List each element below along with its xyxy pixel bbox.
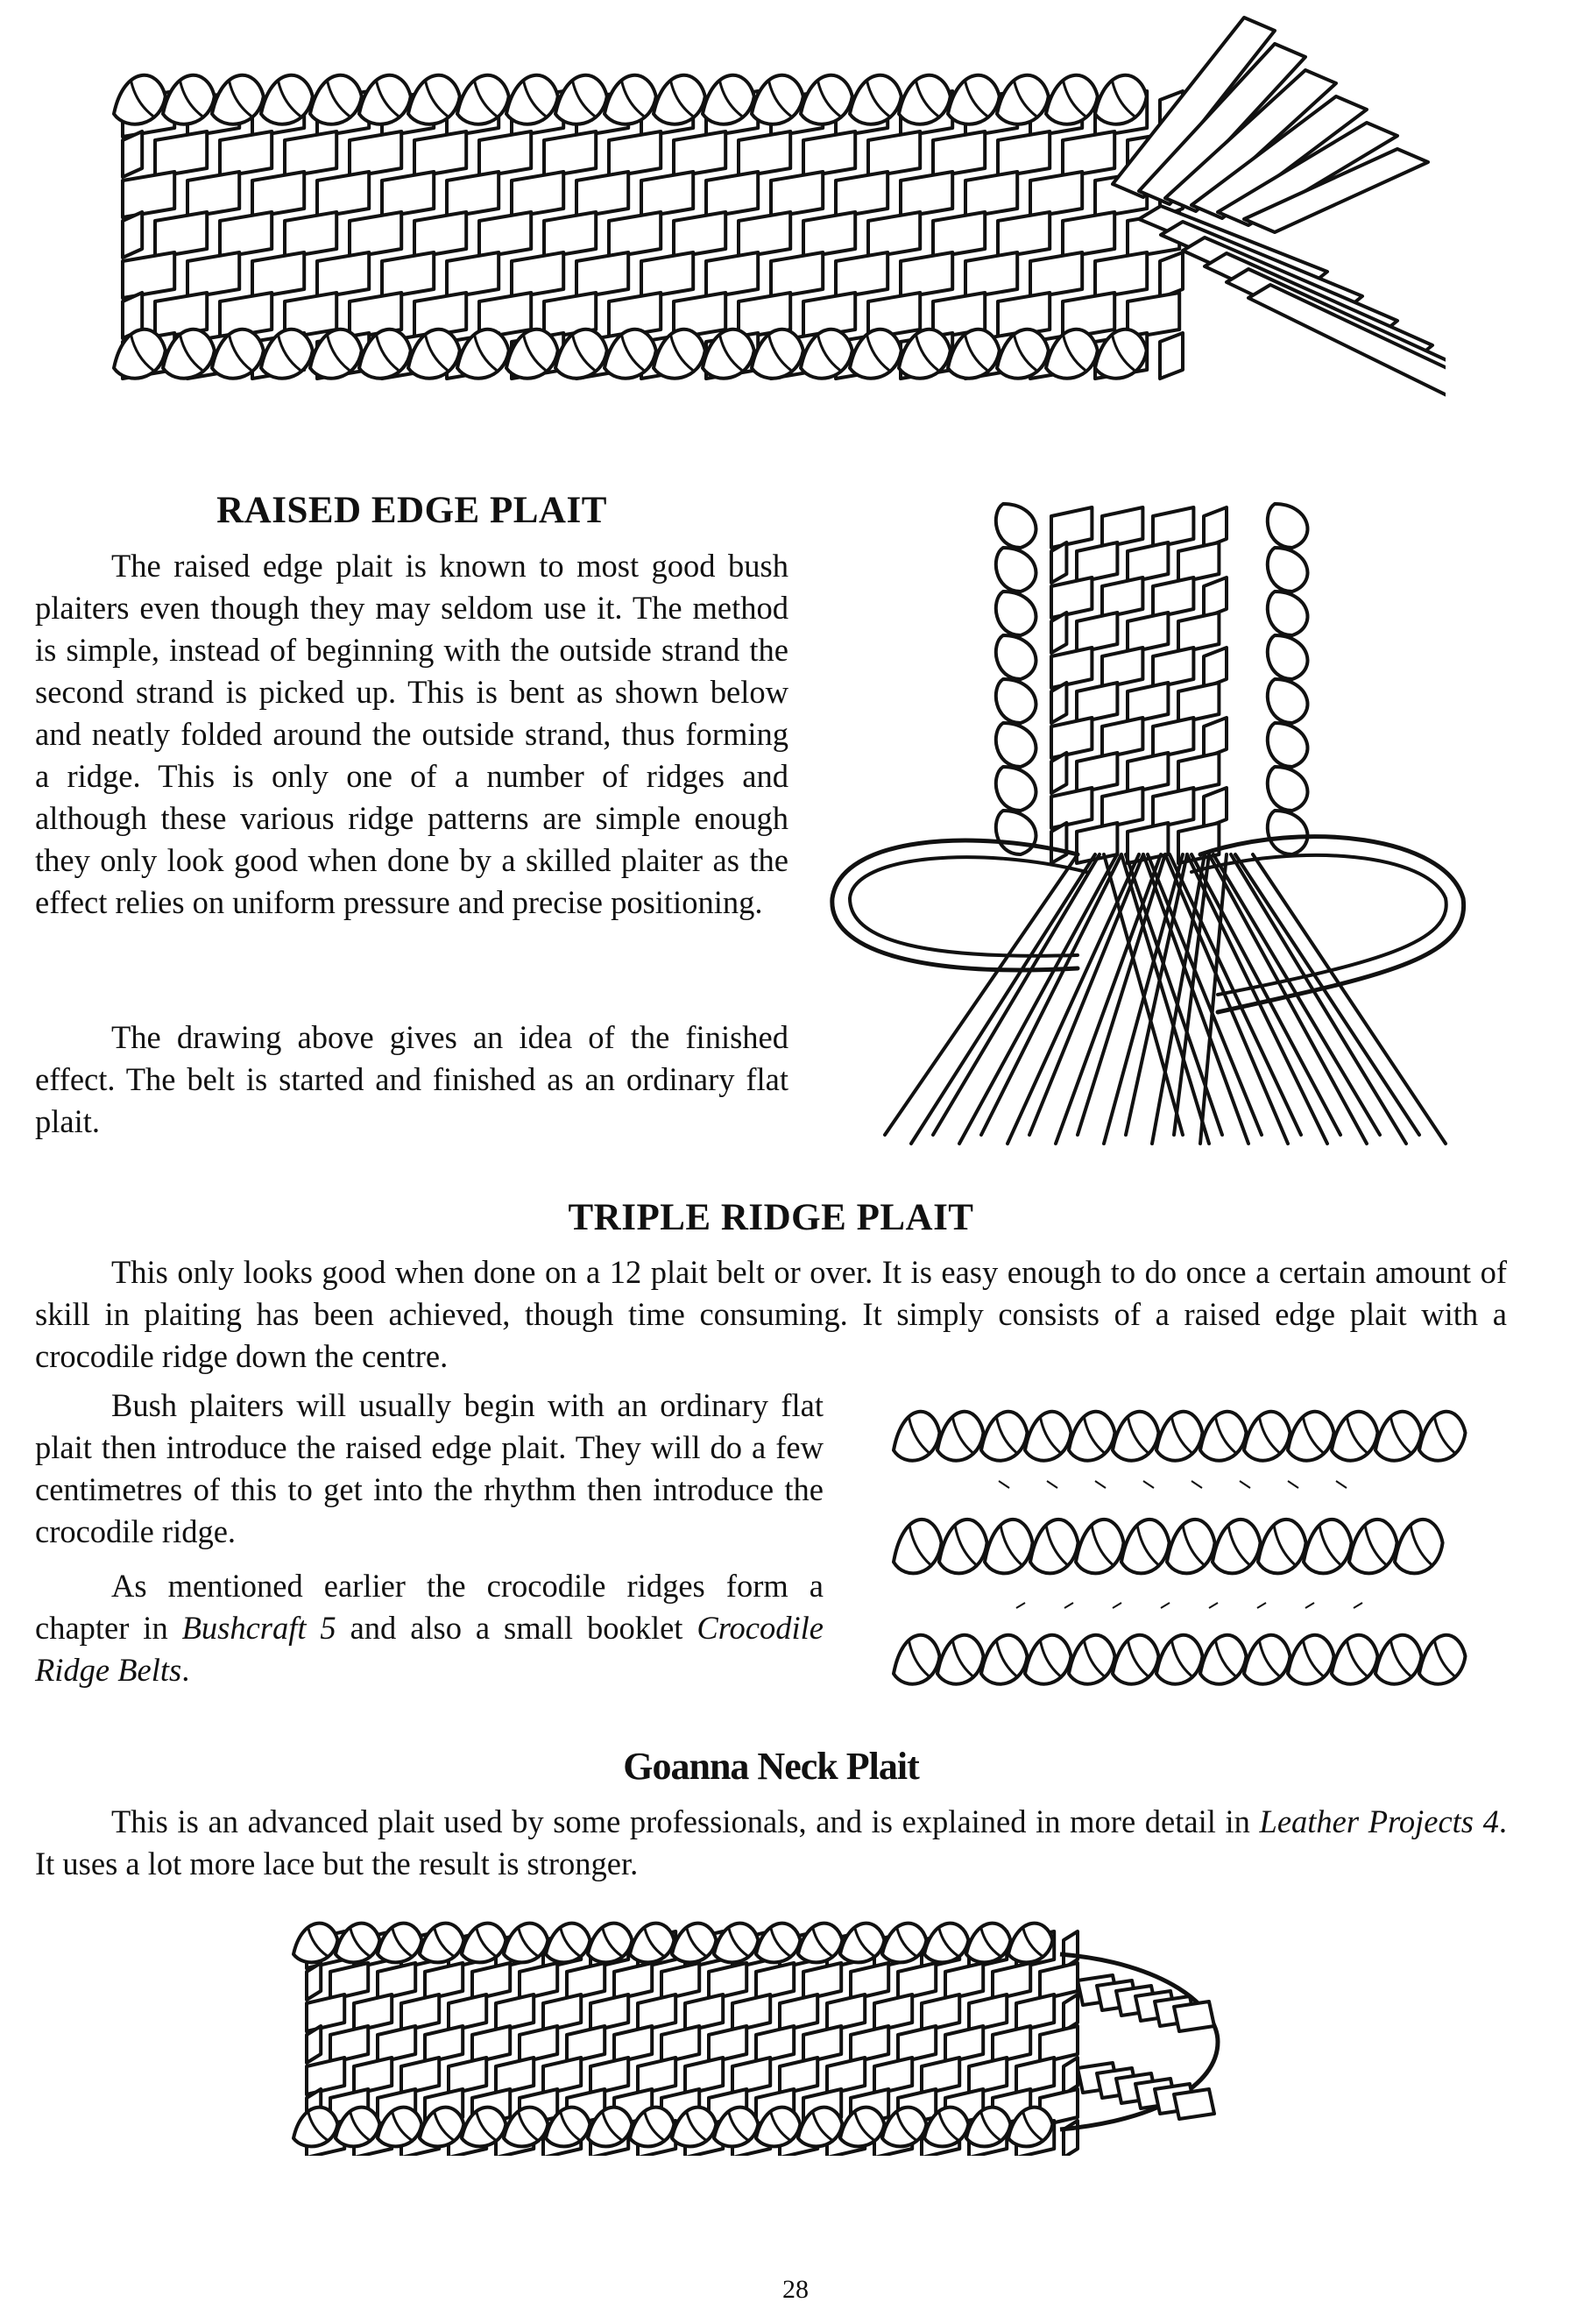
- raised-edge-belt-illustration: [105, 0, 1446, 456]
- triple-ridge-paragraph-1: This only looks good when done on a 12 plait belt or over. It is easy enough to do once a certain amount of skill in plaiting has been achieved, though time consuming. It simply consists of a raised edge plait with a crocodile ridge down the centre.: [35, 1254, 1507, 1374]
- triple-ridge-paragraph-2: Bush plaiters will usually begin with an ordinary flat plait then introduce the raised edge plait. They will do a few centimetres of this to get into the rhythm then introduce the crocodile ridge.: [35, 1387, 824, 1549]
- page-number: 28: [782, 2275, 809, 2304]
- goanna-neck-title: Goanna Neck Plait: [623, 1745, 919, 1788]
- leather-projects-4-reference: Leather Projects 4: [1259, 1803, 1499, 1839]
- goanna-text-a: This is an advanced plait used by some professionals, and is explained in more detail in: [111, 1803, 1260, 1839]
- goanna-neck-paragraph-1: [35, 1801, 1507, 1885]
- crocodile-ridge-belts-reference: Crocodile Ridge Belts: [35, 1610, 824, 1688]
- goanna-neck-illustration: [289, 1919, 1235, 2156]
- triple-ridge-p3-text-a: As mentioned earlier the crocodile ridges form a chapter in: [35, 1568, 824, 1646]
- triple-ridge-paragraph-3: [35, 1565, 824, 1691]
- triple-ridge-title: TRIPLE RIDGE PLAIT: [568, 1197, 974, 1238]
- bushcraft-5-reference: Bushcraft 5: [181, 1610, 336, 1646]
- raised-edge-title: RAISED EDGE PLAIT: [216, 490, 607, 531]
- raised-edge-paragraph-2: The drawing above gives an idea of the finished effect. The belt is started and finished as an ordinary flat plait.: [35, 1019, 788, 1139]
- ridge-folding-illustration: [815, 486, 1489, 1161]
- goanna-text-b: . It uses a lot more lace but the result is stronger.: [35, 1803, 1508, 1881]
- triple-ridge-p3-text-c: .: [181, 1652, 190, 1688]
- raised-edge-paragraph-1: The raised edge plait is known to most good bush plaiters even though they may seldom use it. The method is simple, instead of beginning with the outside strand the second strand is picked up. This is bent as shown below and neatly folded around the outside strand, thus forming a ridge. This is only one of a number of ridges and although these various ridge patterns are simple enough they only look good when done by a skilled plaiter as the effect relies on uniform pressure and precise positioning.: [35, 548, 788, 920]
- triple-ridge-p3-text-b: and also a small booklet: [336, 1610, 697, 1646]
- triple-ridge-illustration: [885, 1393, 1481, 1691]
